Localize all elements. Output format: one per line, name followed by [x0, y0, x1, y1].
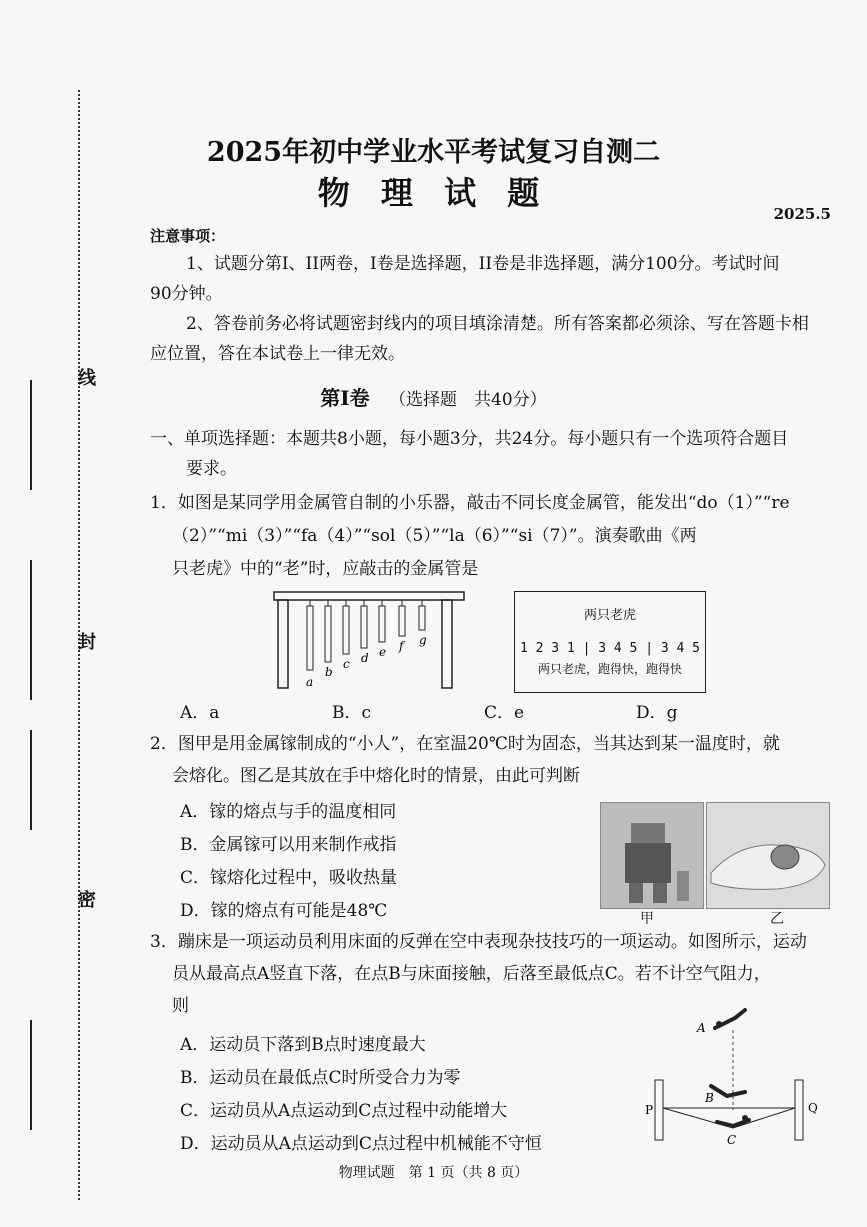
q1-option-a: A．a	[180, 703, 220, 723]
exam-title: 2025年初中学业水平考试复习自测二	[206, 137, 661, 168]
tube-label-e: e	[379, 645, 387, 659]
tube-label-c: c	[343, 657, 350, 671]
point-b-label: B	[705, 1091, 714, 1105]
q3-line1: 3．蹦床是一项运动员利用床面的反弹在空中表现杂技技巧的一项运动。如图所示，运动	[150, 932, 807, 952]
margin-char-xian: 线	[75, 368, 96, 386]
tube-label-b: b	[325, 665, 333, 679]
notes-item1-line2: 90分钟。	[150, 284, 223, 304]
page-footer: 物理试题 第 1 页（共 8 页）	[338, 1165, 529, 1181]
q3-line3: 则	[172, 996, 189, 1016]
q1-line3: 只老虎》中的“老”时，应敲击的金属管是	[172, 559, 479, 579]
trampoline-figure	[645, 1000, 825, 1150]
q1-line1: 1．如图是某同学用金属管自制的小乐器，敲击不同长度金属管，能发出“do（1）”“re	[150, 493, 790, 513]
section-subtitle: （选择题 共40分）	[389, 390, 547, 410]
hand-melting-photo	[706, 802, 830, 909]
part1-instruction-line1: 一、单项选择题：本题共8小题，每小题3分，共24分。每小题只有一个选项符合题目	[150, 429, 789, 449]
q3-option-c: C．运动员从A点运动到C点过程中动能增大	[180, 1101, 508, 1121]
q2-option-d: D．镓的熔点有可能是48℃	[180, 901, 388, 921]
gallium-figure-photo	[600, 802, 704, 909]
margin-fill-line	[30, 560, 32, 700]
part1-instruction-line2: 要求。	[186, 459, 237, 479]
point-c-label: C	[727, 1133, 737, 1147]
q2-line1: 2．图甲是用金属镓制成的“小人”，在室温20℃时为固态，当其达到某一温度时，就	[150, 734, 780, 754]
q3-option-b: B．运动员在最低点C时所受合力为零	[180, 1068, 461, 1088]
notes-item2-line2: 应位置，答在本试卷上一律无效。	[150, 344, 405, 364]
subject-title: 物 理 试 题	[317, 174, 550, 212]
tube-label-f: f	[399, 639, 404, 653]
hand-icon	[707, 803, 829, 908]
gallium-figure-icon	[601, 803, 703, 908]
music-score-box	[514, 591, 706, 693]
q3-option-a: A．运动员下落到B点时速度最大	[180, 1035, 426, 1055]
q1-option-c: C．e	[484, 703, 525, 723]
point-q-label: Q	[808, 1101, 818, 1115]
q2-option-a: A．镓的熔点与手的温度相同	[180, 802, 397, 822]
q1-option-b: B．c	[332, 703, 372, 723]
notes-heading: 注意事项：	[150, 227, 226, 245]
q2-line2: 会熔化。图乙是其放在手中熔化时的情景，由此可判断	[172, 766, 580, 786]
exam-date: 2025.5	[773, 205, 831, 223]
q3-option-d: D．运动员从A点运动到C点过程中机械能不守恒	[180, 1134, 542, 1154]
q1-option-d: D．g	[636, 703, 678, 723]
margin-fill-line	[30, 1020, 32, 1130]
figure-label-jia: 甲	[640, 911, 654, 927]
q2-option-c: C．镓熔化过程中，吸收热量	[180, 868, 398, 888]
q3-line2: 员从最高点A竖直下落，在点B与床面接触，后落至最低点C。若不计空气阻力，	[172, 964, 771, 984]
notes-item2-line1: 2、答卷前务必将试题密封线内的项目填涂清楚。所有答案都必须涂、写在答题卡相	[186, 314, 809, 334]
score-title: 两只老虎	[583, 608, 636, 623]
score-lyrics: 两只老虎，跑得快，跑得快	[537, 662, 682, 676]
tube-label-d: d	[361, 651, 369, 665]
margin-char-feng: 封	[75, 632, 96, 650]
q2-option-b: B．金属镓可以用来制作戒指	[180, 835, 397, 855]
q1-line2: （2）”“mi（3）”“fa（4）”“sol（5）”“la（6）”“si（7）”。演奏歌曲《两	[172, 526, 697, 546]
point-a-label: A	[697, 1021, 706, 1035]
tube-label-a: a	[306, 675, 314, 689]
section-heading	[0, 382, 867, 411]
margin-char-mi: 密	[75, 890, 96, 908]
tube-label-g: g	[419, 633, 427, 647]
figure-label-yi: 乙	[770, 911, 784, 927]
margin-fill-line	[30, 730, 32, 830]
point-p-label: P	[645, 1103, 654, 1117]
section-title: 第I卷	[320, 386, 370, 410]
score-notes: 1 2 3 1 | 3 4 5 | 3 4 5	[519, 641, 700, 656]
notes-item1-line1: 1、试题分第I、II两卷，I卷是选择题，II卷是非选择题，满分100分。考试时间	[186, 254, 780, 274]
metal-tube-instrument-figure	[270, 590, 470, 692]
